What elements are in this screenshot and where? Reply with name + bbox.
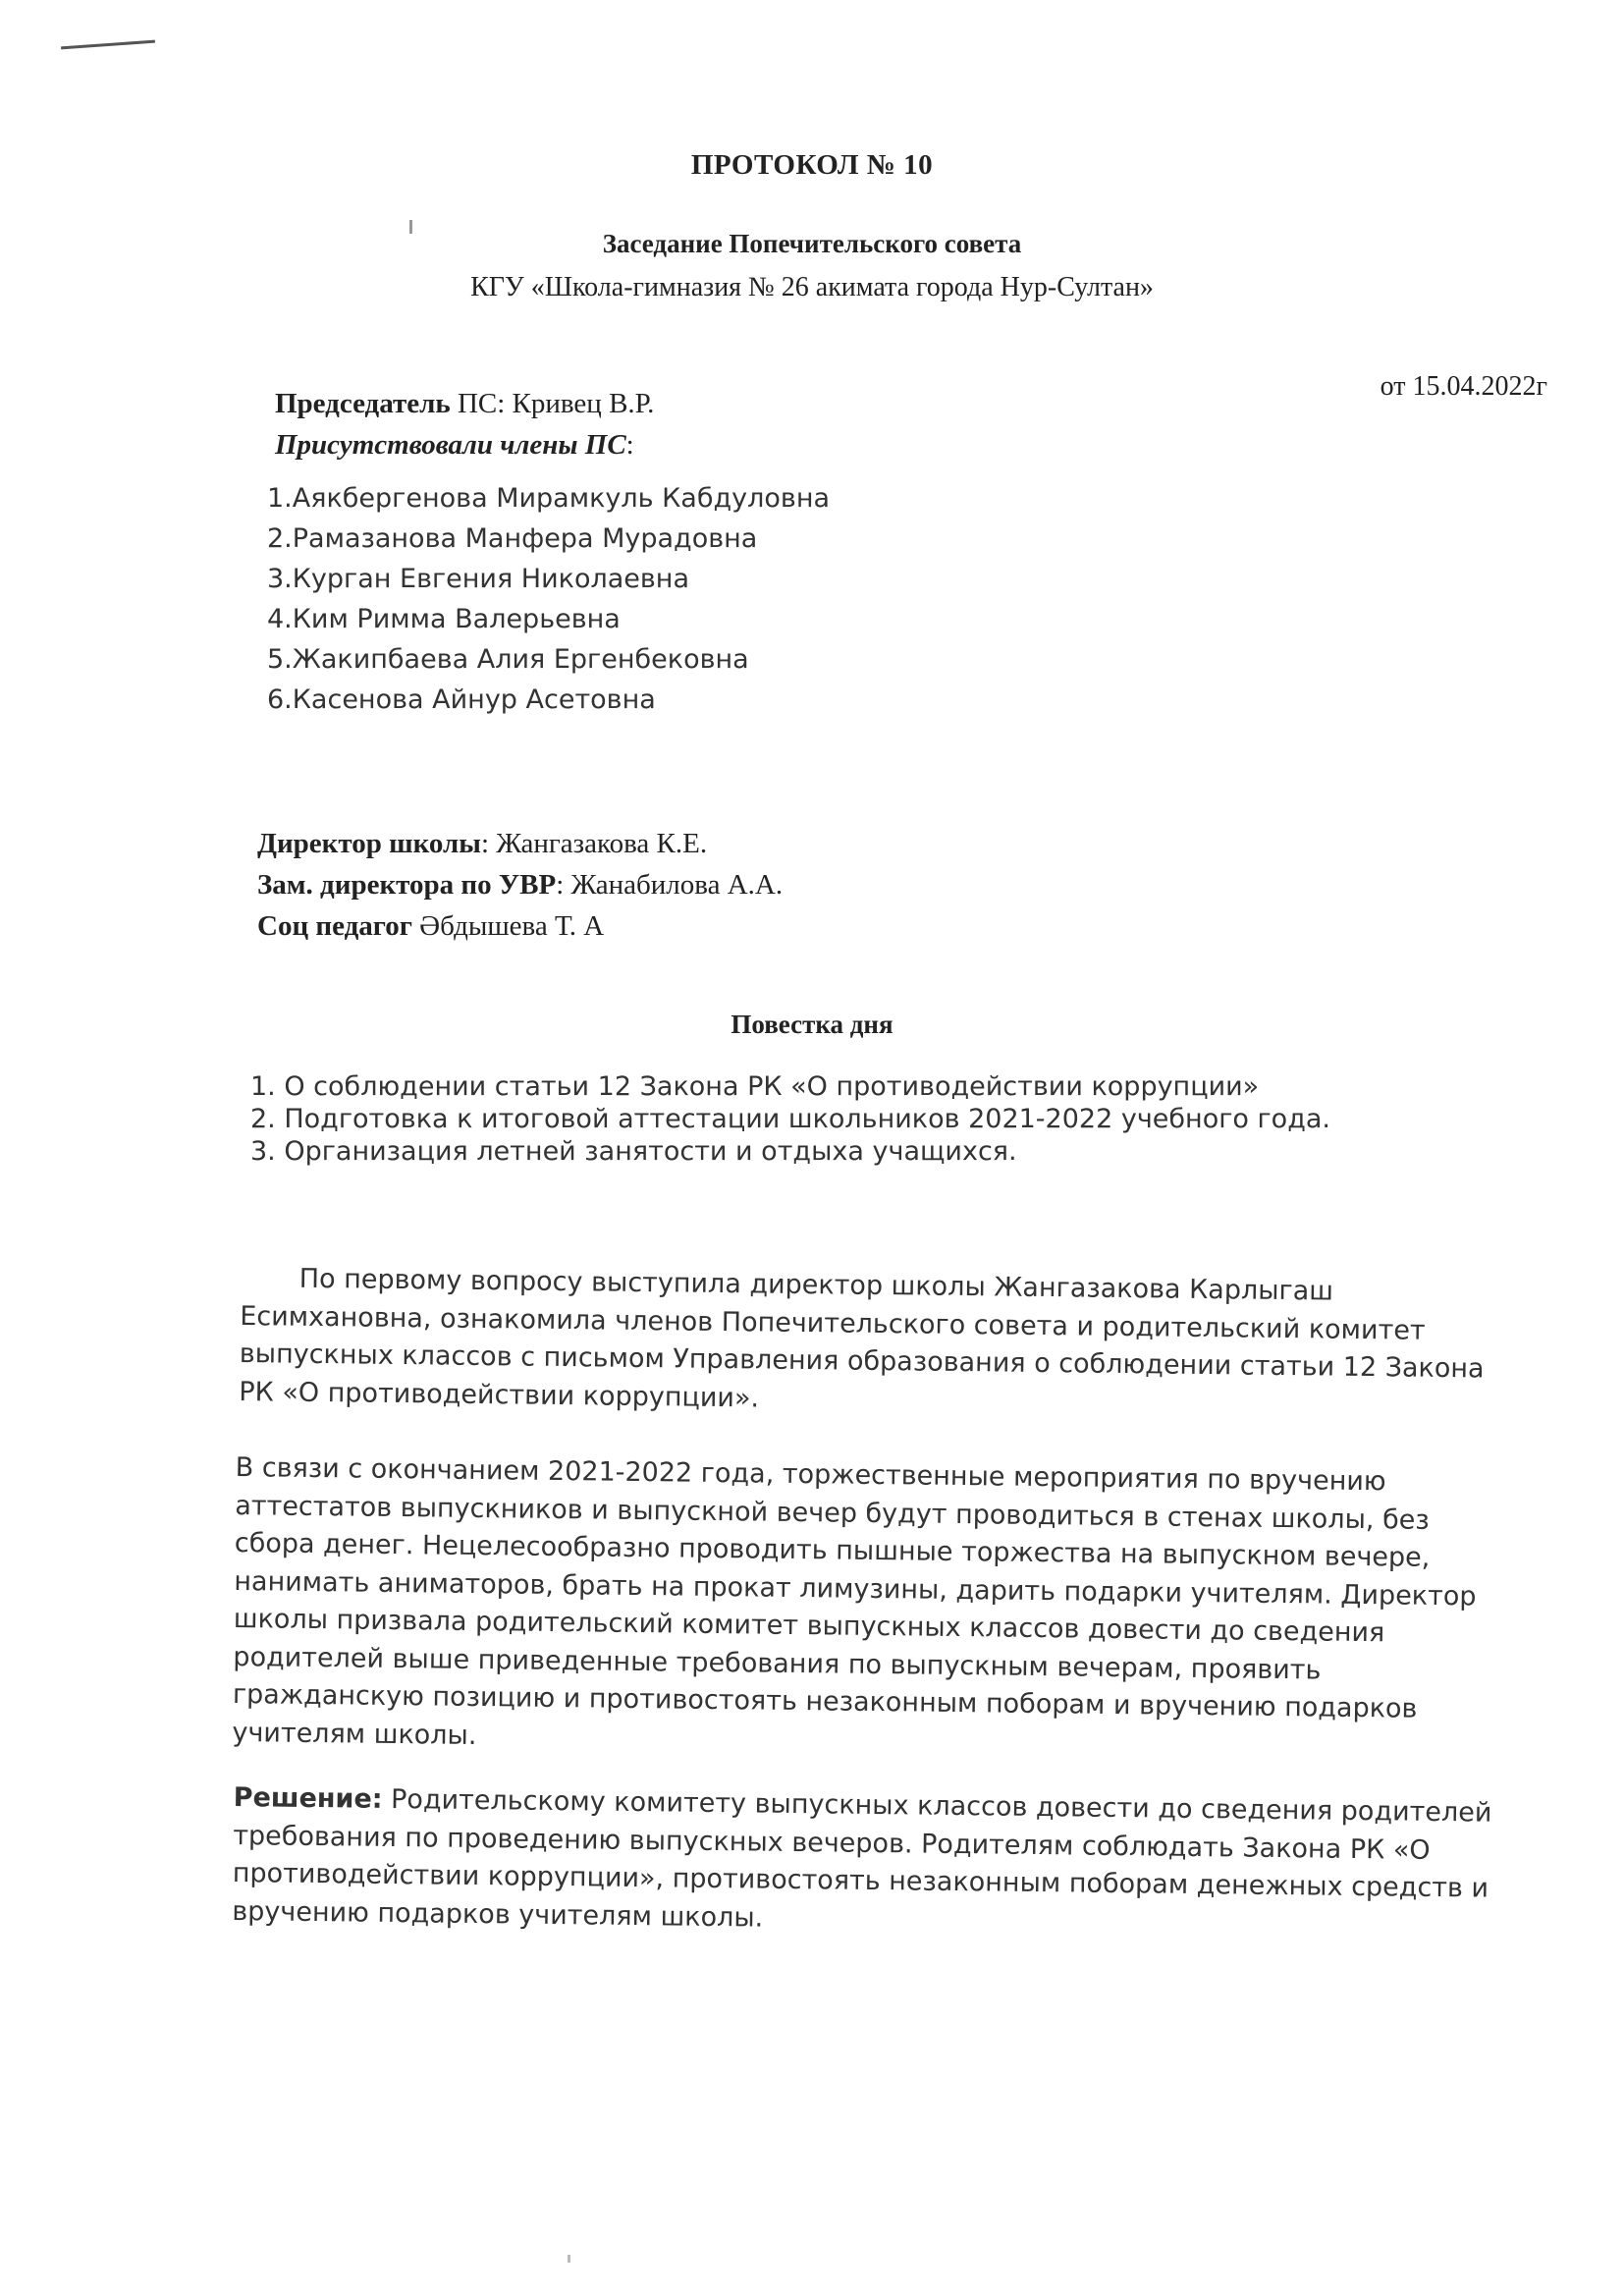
official-role: Соц педагог (257, 910, 412, 942)
scan-artifact-speck (568, 2255, 570, 2263)
officials-block (257, 823, 783, 947)
chairman-line (275, 388, 654, 420)
decision-paragraph (232, 1779, 1502, 1946)
member-item: 5.Жакипбаева Алия Ергенбековна (267, 644, 749, 675)
agenda-item: 2. Подготовка к итоговой аттестации школьников 2021-2022 учебного года. (250, 1104, 1330, 1134)
chairman-label: Председатель (275, 388, 451, 419)
member-item: 6.Касенова Айнур Асетовна (267, 684, 656, 715)
official-line-director (257, 823, 783, 864)
official-line-social-pedagogue (257, 905, 783, 947)
present-members-label: Присутствовали члены ПС (275, 429, 626, 461)
member-item: 2.Рамазанова Манфера Мурадовна (267, 523, 758, 554)
first-question-paragraph: По первому вопросу выступила директор школы Жангазакова Карлыгаш Есимхановна, ознакомила членов Попечительского совета и родительский комитет выпускных классов с письмом Управления образования о соблюдении статьи 12 Закона РК «О противодействии коррупции». (239, 1263, 1485, 1413)
decision-text: Родительскому комитету выпускных классов довести до сведения родителей требования по проведению выпускных вечеров. Родителям соблюдать Закона РК «О противодействии коррупции», противостоять незаконным поборам денежных средств и вручению подарков учителям школы. (232, 1783, 1492, 1934)
member-item: 4.Ким Римма Валерьевна (267, 604, 621, 634)
members-list (267, 478, 830, 720)
decision-label: Решение: (233, 1781, 383, 1815)
present-members-heading (275, 429, 634, 462)
protocol-title: ПРОТОКОЛ № 10 (690, 149, 934, 181)
official-name: : Жанабилова А.А. (556, 869, 784, 901)
agenda-item: 1. О соблюдении статьи 12 Закона РК «О противодействии коррупции» (250, 1071, 1260, 1102)
present-members-colon: : (625, 429, 634, 461)
official-name: : Жангазакова К.Е. (480, 828, 708, 859)
agenda-title: Повестка дня (731, 1010, 893, 1039)
meeting-subtitle: Заседание Попечительского совета (602, 229, 1022, 258)
protocol-date: от 15.04.2022г (1380, 371, 1547, 402)
scan-artifact-mark (61, 40, 155, 50)
member-item: 1.Аякбергенова Мирамкуль Кабдуловна (267, 483, 831, 514)
member-item: 3.Курган Евгения Николаевна (267, 564, 690, 594)
official-line-deputy (257, 864, 783, 905)
official-role: Зам. директора по УВР (257, 869, 557, 901)
agenda-item: 3. Организация летней занятости и отдыха учащихся. (250, 1136, 1017, 1167)
graduation-paragraph: В связи с окончанием 2021-2022 года, торжественные мероприятия по вручению аттестатов выпускников и выпускной вечер будут проводиться в стенах школы, без сбора денег. Нецелесообразно проводить пышные торжества на выпускном вечере, нанимать аниматоров, брать на прокат лимузины, дарить подарки учителям. Директор школы призвала родительский комитет выпускных классов довести до сведения родителей выше приведенные требования по выпускным вечерам, проявить гражданскую позицию и противостоять незаконным поборам и вручению подарков учителям школы. (232, 1451, 1477, 1751)
official-name: Әбдышева Т. А (411, 910, 605, 942)
agenda-list (250, 1070, 1330, 1168)
official-role: Директор школы (257, 828, 481, 859)
chairman-name: ПС: Кривец В.Р. (450, 388, 655, 419)
organization-name: КГУ «Школа-гимназия № 26 акимата города Нур-Султан» (470, 272, 1154, 302)
